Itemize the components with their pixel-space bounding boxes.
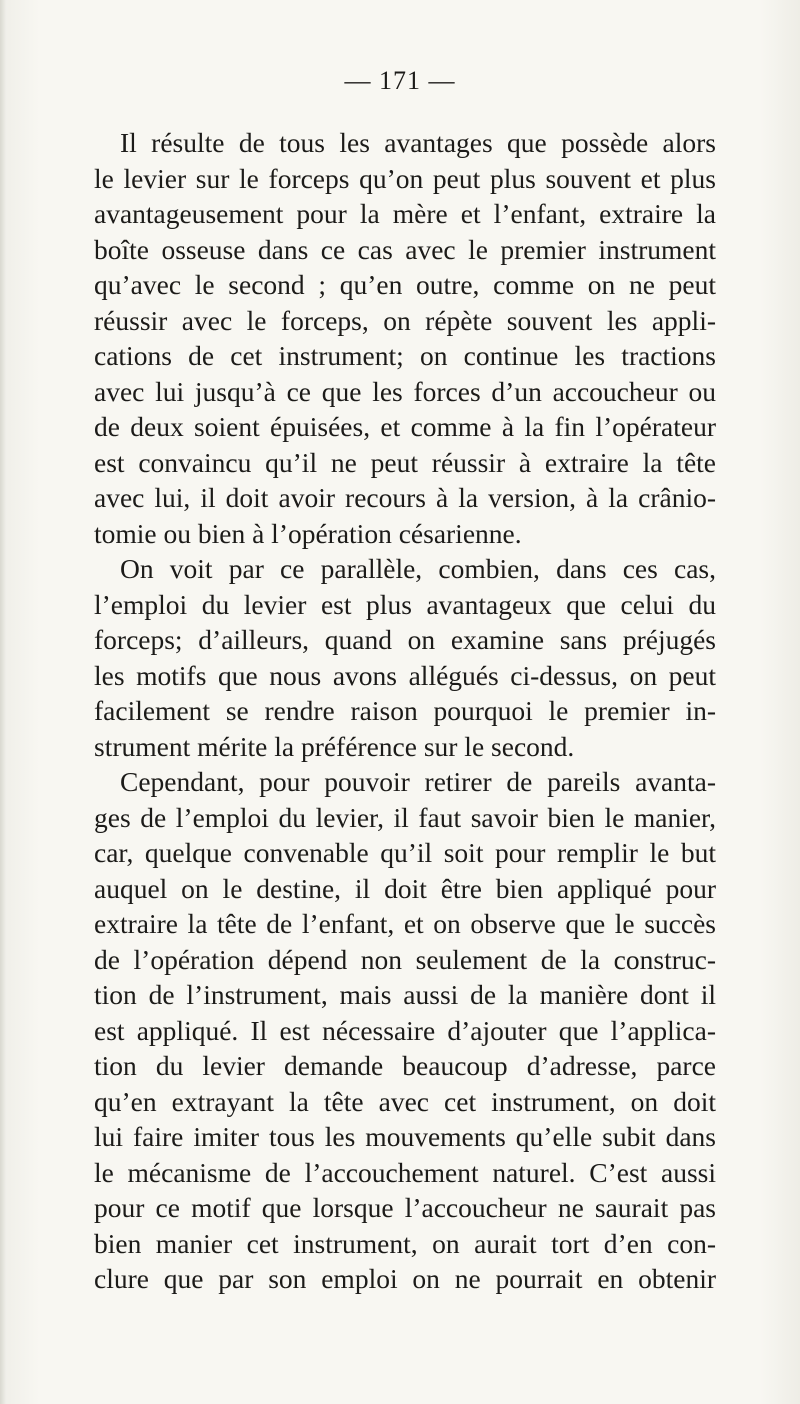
text-line: forceps; d’ailleurs, quand on examine sans préjugés [94,624,716,655]
text-line: le mécanisme de l’accouchement naturel. C’est aussi [94,1156,716,1188]
text-line: est convaincu qu’il ne peut réussir à extraire la tête [94,446,716,478]
text-line: Cependant, pour pouvoir retirer de pareils avanta- [120,766,716,797]
text-line: qu’avec le second ; qu’en outre, comme on ne peut [94,269,716,300]
text-line: extraire la tête de l’enfant, et on observe que le succès [94,908,716,939]
text-line: facilement se rendre raison pourquoi le premier in- [94,695,716,726]
text-line: avantageusement pour la mère et l’enfant, extraire la [94,198,716,229]
text-line: boîte osseuse dans ce cas avec le premier instrument [94,233,716,265]
text-line: tomie ou bien à l’opération césarienne. [94,517,522,549]
page-edge-shadow [0,0,6,1404]
text-line: car, quelque convenable qu’il soit pour remplir le but [94,837,716,868]
text-line: avec lui jusqu’à ce que les forces d’un accoucheur ou [94,375,716,407]
text-line: pour ce motif que lorsque l’accoucheur ne saurait pas [94,1192,716,1223]
paragraph-3 [94,764,716,1297]
text-line: cations de cet instrument; on continue les tractions [94,340,716,371]
page-number: — 171 — [344,66,456,95]
text-line: l’emploi du levier est plus avantageux que celui du [94,588,716,620]
text-line: ges de l’emploi du levier, il faut savoir bien le manier, [94,801,716,833]
text-line: qu’en extrayant la tête avec cet instrument, on doit [94,1085,716,1117]
text-line: On voit par ce parallèle, combien, dans ces cas, [120,553,716,584]
text-line: lui faire imiter tous les mouvements qu’elle subit dans [94,1121,716,1152]
text-line: est appliqué. Il est nécessaire d’ajouter que l’applica- [94,1014,716,1046]
text-line: le levier sur le forceps qu’on peut plus souvent et plus [94,162,716,194]
text-line: réussir avec le forceps, on répète souvent les appli- [94,304,716,336]
text-line: tion du levier demande beaucoup d’adresse, parce [94,1050,716,1081]
text-line: de l’opération dépend non seulement de la construc- [94,943,716,975]
text-line: avec lui, il doit avoir recours à la version, à la crânio- [94,482,716,513]
body-text [94,125,716,1297]
text-line: les motifs que nous avons allégués ci-dessus, on peut [94,659,716,691]
text-line: tion de l’instrument, mais aussi de la manière dont il [94,979,716,1010]
text-line: clure que par son emploi on ne pourrait en obtenir [94,1263,716,1294]
text-line: de deux soient épuisées, et comme à la fin l’opérateur [94,411,716,442]
text-line: auquel on le destine, il doit être bien appliqué pour [94,872,716,904]
paragraph-2 [94,551,716,764]
text-line: Il résulte de tous les avantages que possède alors [120,127,716,158]
text-line: strument mérite la préférence sur le second. [94,730,575,762]
paragraph-1 [94,125,716,551]
text-line: bien manier cet instrument, on aurait tort d’en con- [94,1227,716,1259]
